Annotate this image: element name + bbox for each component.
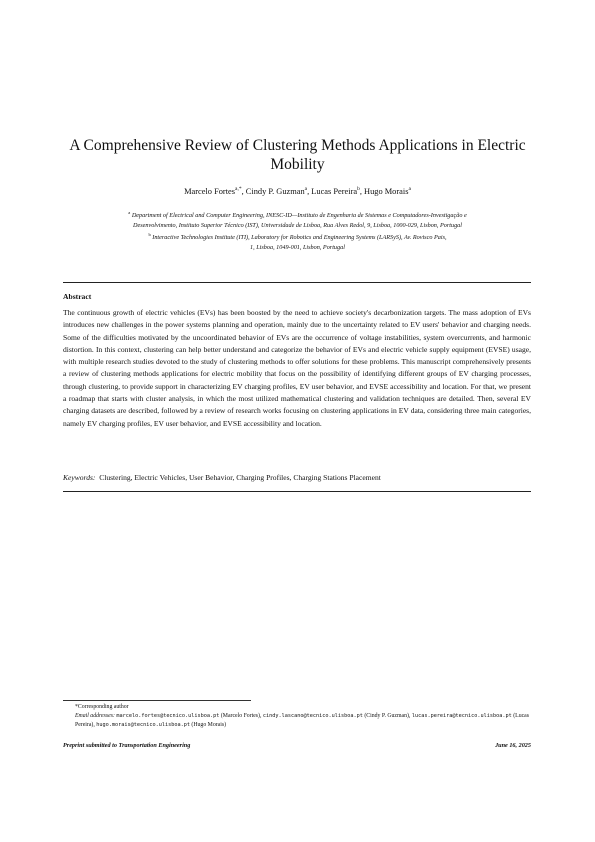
title-line-2: Mobility: [270, 156, 325, 173]
keywords: [63, 473, 531, 482]
email-link[interactable]: marcelo.fortes@tecnico.ulisboa.pt: [116, 713, 220, 720]
abstract-text: The continuous growth of electric vehicles (EVs) has been boosted by the need to achieve society's decarbonization targets. The mass adoption of EVs introduces new challenges in the power systems planning and operation, mainly due to the uncertainty related to EV users' behavior and charging needs. Some of the difficulties motivated by the uncoordinated behavior of EVs are the occurrence of voltage instabilities, system overcurrents, and harmonic distortion. In this context, clustering can help better understand and categorize the behavior of EVs and electric vehicle supply equipment (EVSE) usage, with multiple research studies devoted to the study of clustering methods to offer solutions for these problems. This manuscript comprehensively presents a review of clustering methods applications for electric mobility that focus on the possibility of identifying different groups of EV charging processes, through clustering, to provide support in characterizing EV charging profiles, EV user behavior, and EVSE accessibility and location. For that, we present a roadmap that starts with cluster analysis, in which the most utilized mathematical clustering and validation techniques are detailed. Then, several EV charging datasets are described, followed by a review of research works focusing on clustering applications in EV data, considering three main categories, namely EV charging profiles, EV user behavior, and EVSE accessibility and location.: [63, 308, 531, 428]
email-addresses: Email addresses: marcelo.fortes@tecnico.ulisboa.pt (Marcelo Fortes), cindy.lascano@tecnico.ulisboa.pt (Cindy P. Guzman), lucas.pereira@tecnico.ulisboa.pt (Lucas Pereira), hugo.morais@tecnico.ulisboa.pt (Hugo Morais): [75, 713, 530, 729]
author-list: Marcelo Fortes$^{a,*}$, Cindy P. Guzman$^a$, Lucas Pereira$^b$, Hugo Morais$^a$: [184, 186, 411, 196]
email-owner: (Cindy P. Guzman): [364, 713, 409, 720]
author-name: Marcelo Fortes: [184, 186, 236, 196]
author-marks: a,*: [235, 186, 242, 192]
affiliation-mark: a: [128, 210, 131, 215]
affiliation-text: Interactive Technologies Institute (ITI), Laboratory for Robotics and Engineering Systems (LARSyS), Av. Rovisco Pais,: [152, 234, 447, 242]
author-name: Hugo Morais: [364, 186, 409, 196]
author-marks: b: [357, 186, 360, 192]
title-line-1: A Comprehensive Review of Clustering Methods Applications in Electric: [69, 137, 526, 154]
affiliation-b-cont: 1, Lisboa, 1049-001, Lisbon, Portugal: [250, 243, 345, 251]
affiliation-text: Department of Electrical and Computer Engineering, INESC-ID—Instituto de Engenharia de Sistemas e Computadores-Investigação e: [131, 212, 467, 220]
affiliations: [70, 208, 525, 253]
email-owner: (Marcelo Fortes): [220, 713, 260, 720]
email-link[interactable]: lucas.pereira@tecnico.ulisboa.pt: [411, 713, 512, 720]
email-owner: (Hugo Morais): [191, 722, 227, 729]
email-link[interactable]: hugo.morais@tecnico.ulisboa.pt: [96, 722, 190, 729]
footer-date: June 16, 2025: [495, 742, 531, 749]
keywords-text: Clustering, Electric Vehicles, User Behavior, Charging Profiles, Charging Stations Placement: [99, 473, 381, 482]
footer-preprint-note: Preprint submitted to Transportation Engineering: [63, 742, 191, 749]
abstract-bottom-rule: [63, 491, 531, 492]
email-label: Email addresses:: [75, 713, 115, 720]
email-owner: (Lucas Pereira): [75, 713, 530, 729]
author-marks: a: [408, 186, 411, 192]
abstract-heading: Abstract: [63, 292, 92, 301]
affiliation-a: [70, 208, 525, 221]
affiliation-a-cont: Desenvolvimento, Instituto Superior Técnico (IST), Universidade de Lisboa, Rua Alves Redol, 9, Lisboa, 1000-029, Lisbon, Portugal: [133, 221, 462, 229]
author-marks: a: [304, 186, 308, 192]
author-name: Lucas Pereira: [311, 186, 358, 196]
keywords-label: Keywords:: [63, 473, 96, 482]
paper-title: [60, 136, 535, 174]
corresponding-author-note: *Corresponding author: [75, 704, 129, 710]
author-name: Cindy P. Guzman: [245, 186, 305, 196]
affiliation-mark: b: [148, 232, 151, 238]
affiliation-b: [70, 230, 525, 243]
footnote-rule: [63, 700, 251, 701]
email-link[interactable]: cindy.lascano@tecnico.ulisboa.pt: [262, 713, 363, 720]
footnote: [63, 703, 531, 731]
abstract-top-rule: [63, 282, 531, 283]
